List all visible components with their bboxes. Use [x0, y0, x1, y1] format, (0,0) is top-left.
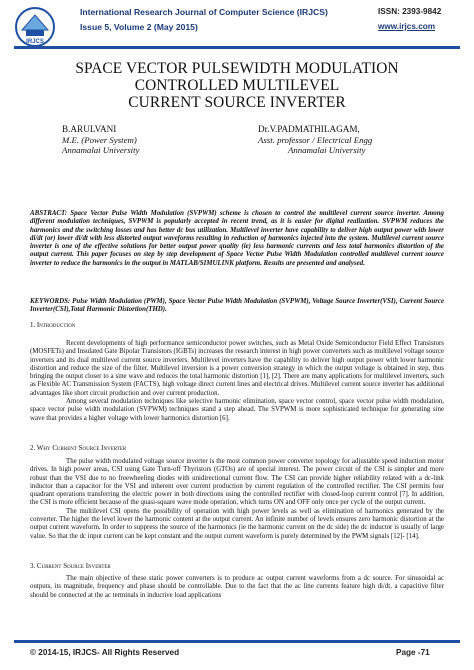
- page-number: Page -71: [396, 648, 430, 657]
- section-3-paragraph-1: The main objective of these static power converters is to produce ac output current waveforms from a dc source. For sinusoidal ac outputs, its magnitude, frequency and phase should be controllable. Due to the fact that the ac line currents feature high di/dt, a capacitive filter should be connected at the ac terminals in inductive load applications: [30, 575, 444, 599]
- logo-text: IRJCS: [26, 39, 44, 45]
- author-2-role: Asst. professor / Electrical Engg: [258, 134, 373, 145]
- section-3-heading: [30, 563, 111, 570]
- section-1-heading: [30, 322, 75, 329]
- author-2: [258, 124, 372, 156]
- author-2-affiliation: Annamalai University: [288, 145, 366, 155]
- journal-header: [0, 0, 474, 50]
- section-2-paragraph-1: The pulse width modulated voltage source inverter is the most common power converter topology for adjustable speed induction motor drives. In high power areas, CSI using Gate Turn-off Thyristors (GTOs) are of special interest. The power circuit of the CSI is simpler and more robust than the VSI due to no freewheeling diodes with unidirectional current flow. The CSI can provide higher reliability related with a dc-link inductor than a capacitor for the VSI and inherent over current production by current regulation of the controlled rectifier. The CSI permits four quadrant operations transferring the electric power in both directions using the controlled rectifier with closed-loop current control [7]. In addition, the CSI is more efficient because of the quasi-square wave mode operation, which turns ON and OFF only once per cycle of the output current.: [30, 458, 444, 507]
- header-divider: [14, 46, 460, 49]
- journal-logo: [14, 6, 56, 48]
- section-2-heading: [30, 445, 126, 452]
- keywords: KEYWORDS: Pulse Width Modulation (PWM), Space Vector Pulse Width Modulation (SVPWM), Voltage Source Inverter(VSI), Current Source Inverter(CSI),Total Harmonic Distortion(THD).: [30, 298, 444, 314]
- author-2-name: Dr.V.PADMATHILAGAM,: [258, 124, 360, 134]
- journal-issue: Issue 5, Volume 2 (May 2015): [80, 22, 198, 32]
- author-1-affiliation: Annamalai University: [62, 145, 140, 155]
- footer-divider: [14, 640, 460, 643]
- section-2-number: 2.: [30, 445, 37, 452]
- journal-name: International Research Journal of Computer Science (IRJCS): [80, 7, 328, 17]
- copyright-notice: © 2014-15, IRJCS- All Rights Reserved: [30, 648, 180, 657]
- section-1-body: [30, 340, 444, 423]
- abstract: ABSTRACT: Space Vector Pulse Width Modulation (SVPWM) scheme is chosen to control the multilevel current source inverter. Among different modulation techniques, SVPWM is popularly accepted in recent trend, as it is easier for digital realization. SVPWM reduces the harmonics and the switching losses and has better dc bus utilization. Multilevel inverter have capability to deliver high output power with lower di/dt (or) lower di/dt with less distorted output waveforms resulting in reduction of harmonics injected into the system. Multilevel current source inverter is one of the effective solutions for better output power quality (ie) less harmonic currents and less total harmonics distortion of the output current. This paper focuses on step by step development of Space Vector Pulse Width Modulation controlled multilevel current source inverter to reduce the harmonics in the output in MATLAB/SIMULINK platform. Results are presented and analysed.: [30, 210, 444, 267]
- author-1-name: B.ARULVANI: [62, 124, 117, 134]
- author-1: [62, 124, 139, 156]
- section-3-title: Current Source Inverter: [36, 563, 111, 570]
- section-1-title: Introduction: [36, 322, 76, 329]
- title-line-1: SPACE VECTOR PULSEWIDTH MODULATION: [75, 60, 399, 77]
- section-2-title: Why Current Source Inverter: [36, 445, 127, 452]
- section-3-number: 3.: [30, 563, 37, 570]
- paper-title: [0, 60, 474, 111]
- section-1-number: 1.: [30, 322, 37, 329]
- title-line-2: CONTROLLED MULTILEVEL: [134, 77, 340, 94]
- section-2-paragraph-2: The multilevel CSI opens the possibility of operation with high power levels as well as elimination of harmonics generated by the converter. The higher the level lower the harmonic content at the output current. An infinite number of levels ensures zero harmonic distortion at the output current waveform. In order to suppress the source of the harmonics (ie the harmonic current on the dc side) the dc inductor is usually of large value. So that the dc input current can be kept constant and the output current waveform is purely determined by the PWM signals [12]- [14].: [30, 507, 444, 540]
- journal-issn: ISSN: 2393-9842: [378, 7, 442, 16]
- author-1-role: M.E. (Power System): [62, 134, 137, 145]
- section-1-paragraph-1: Recent developments of high performance semiconductor power switches, such as Metal Oxide Semiconductor Field Effect Transistors (MOSFETs) and Insulated Gate Bipolar Transistors (IGBTs) increases the research interest in high power converters such as multilevel voltage source inverters and its dual multilevel current source inverters. Multilevel inverters have the capability to deliver high output power with lower harmonic distortion and reduce the size of the filter. Multilevel inversion is a power conversion strategy in which the output voltage is obtained in step, thus bringing the output closer to a sine wave and reduces the total harmonic distortion [1], [2]. There are many applications for multilevel inverters, such as Flexible AC Transmission System (FACTS), high voltage direct current lines and electrical drives. Multilevel current source inverter has additional advantages like short circuit production and over current production.: [30, 340, 444, 397]
- journal-url-link[interactable]: www.irjcs.com: [378, 22, 436, 31]
- section-3-body: [30, 575, 444, 600]
- section-1-paragraph-2: Among several modulation techniques like selective harmonic elimination, space vector control, space vector pulse width modulation, space vector pulse width modulation (SVPWM) techniques stand a step ahead. The SVPWM is more sophisticated technique for generating sine wave that provides a higher voltage with lower harmonics distortion [6].: [30, 398, 444, 422]
- title-line-3: CURRENT SOURCE INVERTER: [128, 94, 346, 111]
- section-2-body: [30, 458, 444, 541]
